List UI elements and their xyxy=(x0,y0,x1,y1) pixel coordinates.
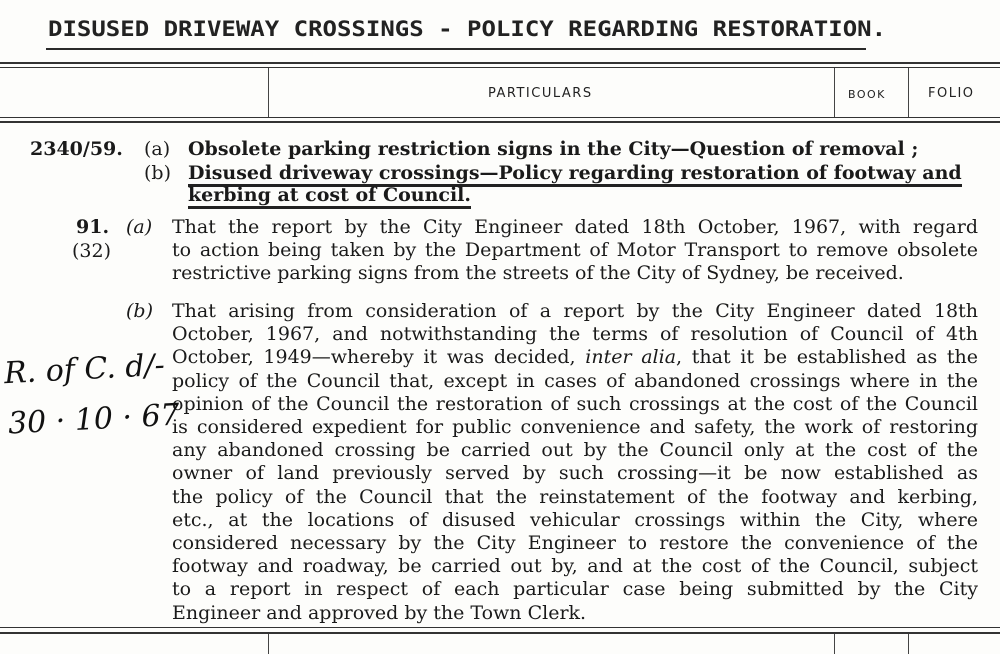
column-header-particulars: PARTICULARS xyxy=(488,86,593,101)
paragraph-line: etc., at the locations of disused vehicular crossings within the City, where xyxy=(172,508,978,531)
paragraph-line: That the report by the City Engineer dated 18th October, 1967, with regard xyxy=(172,216,978,238)
subject-title-b-line1: Disused driveway crossings—Policy regarding restoration of footway and xyxy=(188,162,962,187)
resolution-reference: (32) xyxy=(72,240,112,262)
column-divider-left xyxy=(268,68,269,117)
paragraph-b xyxy=(172,300,978,625)
footer-rule-thin xyxy=(0,627,1000,628)
paragraph-line: the policy of the Council that the reinstatement of the footway and kerbing, xyxy=(172,485,978,508)
paragraph-line: any abandoned crossing be carried out by the Council only at the cost of the xyxy=(172,439,978,462)
column-divider-book xyxy=(834,68,835,117)
paragraph-line: restrictive parking signs from the streets of the City of Sydney, be received. xyxy=(172,262,904,285)
resolution-number: 91. xyxy=(76,216,110,238)
subject-title-a: Obsolete parking restriction signs in the City—Question of removal ; xyxy=(188,138,919,160)
footer-divider-left xyxy=(268,634,269,654)
header-top-rule-thin xyxy=(0,67,1000,68)
paragraph-line: to action being taken by the Department of Motor Transport to remove obsolete xyxy=(172,239,978,262)
minute-number: 2340/59. xyxy=(30,138,123,160)
paragraph-label-b: (b) xyxy=(126,300,153,322)
paragraph-line: is considered expedient for public convenience and safety, the work of restoring xyxy=(172,416,978,439)
paragraph-line: policy of the Council that, except in cases of abandoned crossings where in the xyxy=(172,369,978,392)
subject-title-b-line2: kerbing at cost of Council. xyxy=(188,184,471,209)
footer-rule-thick xyxy=(0,632,1000,634)
paragraph-line: Engineer and approved by the Town Clerk. xyxy=(172,601,587,624)
handwritten-note-line1: R. of C. d/- xyxy=(3,347,166,392)
paragraph-line: considered necessary by the City Engineer to restore the convenience of the xyxy=(172,532,978,555)
heading-underline xyxy=(46,48,866,50)
footer-divider-book xyxy=(834,634,835,654)
column-divider-folio xyxy=(908,68,909,117)
paragraph-line: October, 1967, and notwithstanding the terms of resolution of Council of 4th xyxy=(172,323,978,346)
subject-label-a: (a) xyxy=(144,138,171,160)
paragraph-line: October, 1949—whereby it was decided, inter alia, that it be established as the xyxy=(172,346,979,369)
subject-label-b: (b) xyxy=(144,162,171,184)
paragraph-line: That arising from consideration of a report by the City Engineer dated 18th xyxy=(172,300,978,322)
handwritten-note-line2: 30 · 10 · 67 xyxy=(7,397,181,442)
paragraph-line: to a report in respect of each particular case being submitted by the City xyxy=(172,578,978,601)
column-header-folio: FOLIO xyxy=(928,86,975,101)
column-header-book: BOOK xyxy=(848,88,886,101)
header-bottom-rule xyxy=(0,117,1000,118)
header-bottom-rule-thick xyxy=(0,121,1000,123)
header-top-rule xyxy=(0,62,1000,64)
paragraph-line: opinion of the Council the restoration of such crossings at the cost of the Council xyxy=(172,392,978,415)
footer-divider-folio xyxy=(908,634,909,654)
paragraph-line: footway and roadway, be carried out by, and at the cost of the Council, subject xyxy=(172,555,978,578)
paragraph-a xyxy=(172,216,978,286)
document-heading: DISUSED DRIVEWAY CROSSINGS - POLICY REGARDING RESTORATION. xyxy=(48,16,887,42)
paragraph-line: owner of land previously served by such crossing—it be now established as xyxy=(172,462,978,485)
paragraph-label-a: (a) xyxy=(126,216,153,238)
